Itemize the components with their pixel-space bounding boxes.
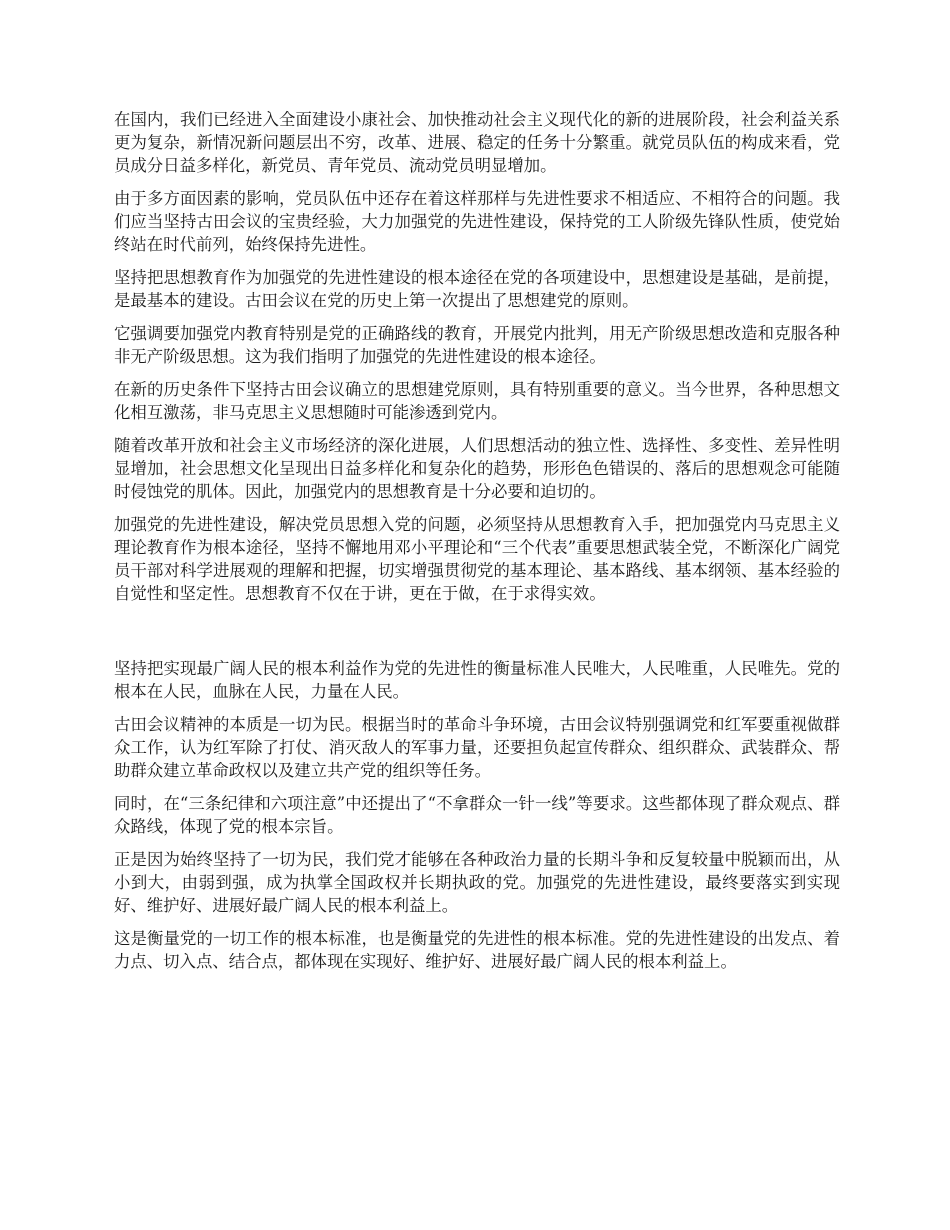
paragraph: 由于多方面因素的影响，党员队伍中还存在着这样那样与先进性要求不相适应、不相符合的问题。我们应当坚持古田会议的宝贵经验，大力加强党的先进性建设，保持党的工人阶级先锋队性质，使党始终站在时代前列，始终保持先进性。 [114, 189, 840, 254]
paragraph: 这是衡量党的一切工作的根本标准，也是衡量党的先进性的根本标准。党的先进性建设的出发点、着力点、切入点、结合点，都体现在实现好、维护好、进展好最广阔人民的根本利益上。 [114, 929, 840, 971]
paragraph: 坚持把实现最广阔人民的根本利益作为党的先进性的衡量标准人民唯大，人民唯重，人民唯先。党的根本在人民，血脉在人民，力量在人民。 [114, 659, 840, 701]
paragraph: 在国内，我们已经进入全面建设小康社会、加快推动社会主义现代化的新的进展阶段，社会利益关系更为复杂，新情况新问题层出不穷，改革、进展、稳定的任务十分繁重。就党员队伍的构成来看，党员成分日益多样化，新党员、青年党员、流动党员明显增加。 [114, 110, 840, 175]
paragraph: 它强调要加强党内教育特别是党的正确路线的教育，开展党内批判，用无产阶级思想改造和克服各种非无产阶级思想。这为我们指明了加强党的先进性建设的根本途径。 [114, 324, 840, 366]
paragraph: 古田会议精神的本质是一切为民。根据当时的革命斗争环境，古田会议特别强调党和红军要重视做群众工作，认为红军除了打仗、消灭敌人的军事力量，还要担负起宣传群众、组织群众、武装群众、帮助群众建立革命政权以及建立共产党的组织等任务。 [114, 715, 840, 780]
paragraph: 正是因为始终坚持了一切为民，我们党才能够在各种政治力量的长期斗争和反复较量中脱颖而出，从小到大，由弱到强，成为执掌全国政权并长期执政的党。加强党的先进性建设，最终要落实到实现好、维护好、进展好最广阔人民的根本利益上。 [114, 850, 840, 915]
document-body [114, 108, 840, 983]
section-spacer [114, 615, 840, 657]
paragraph: 同时，在“三条纪律和六项注意”中还提出了“不拿群众一针一线”等要求。这些都体现了群众观点、群众路线，体现了党的根本宗旨。 [114, 794, 840, 836]
paragraph: 坚持把思想教育作为加强党的先进性建设的根本途径在党的各项建设中，思想建设是基础，是前提，是最基本的建设。古田会议在党的历史上第一次提出了思想建党的原则。 [114, 268, 840, 310]
paragraph: 在新的历史条件下坚持古田会议确立的思想建党原则，具有特别重要的意义。当今世界，各种思想文化相互激荡，非马克思主义思想随时可能渗透到党内。 [114, 380, 840, 422]
paragraph: 随着改革开放和社会主义市场经济的深化进展，人们思想活动的独立性、选择性、多变性、差异性明显增加，社会思想文化呈现出日益多样化和复杂化的趋势，形形色色错误的、落后的思想观念可能随时侵蚀党的肌体。因此，加强党内的思想教育是十分必要和迫切的。 [114, 436, 840, 501]
paragraph: 加强党的先进性建设，解决党员思想入党的问题，必须坚持从思想教育入手，把加强党内马克思主义理论教育作为根本途径，坚持不懈地用邓小平理论和“三个代表”重要思想武装全党，不断深化广阔党员干部对科学进展观的理解和把握，切实增强贯彻党的基本理论、基本路线、基本纲领、基本经验的自觉性和坚定性。思想教育不仅在于讲，更在于做，在于求得实效。 [114, 515, 840, 603]
